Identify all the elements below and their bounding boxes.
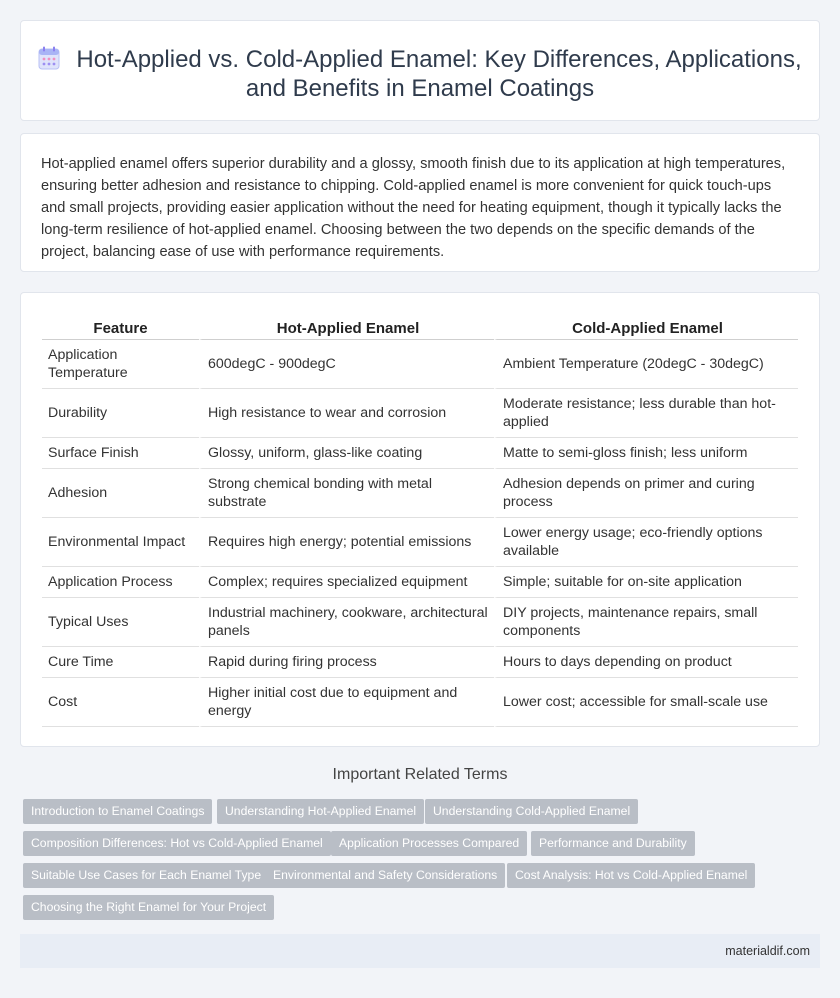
- page-title-wrap: [21, 45, 819, 103]
- hot-applied-cell: Complex; requires specialized equipment: [199, 567, 494, 598]
- table-row: [42, 567, 798, 598]
- related-term-tag[interactable]: Composition Differences: Hot vs Cold-Applied Enamel: [23, 831, 331, 856]
- summary-card: [20, 133, 820, 272]
- summary-text: Hot-applied enamel offers superior durability and a glossy, smooth finish due to its application at high temperatures, ensuring better adhesion and resistance to chipping. Cold-applied enamel is more convenient for quick touch-ups and small projects, providing easier application without the need for heating equipment, though it typically lacks the long-term resilience of hot-applied enamel. Choosing between the two depends on the specific demands of the project, balancing ease of use with performance requirements.: [41, 156, 786, 260]
- feature-cell: Environmental Impact: [42, 518, 199, 567]
- hot-applied-cell: Industrial machinery, cookware, architectural panels: [199, 598, 494, 647]
- feature-cell: Cure Time: [42, 647, 199, 678]
- page-title: Hot-Applied vs. Cold-Applied Enamel: Key Differences, Applications, and Benefits in Enamel Coatings: [76, 46, 802, 102]
- hot-applied-cell: Strong chemical bonding with metal substrate: [199, 469, 494, 518]
- feature-cell: Adhesion: [42, 469, 199, 518]
- footer: [20, 934, 820, 968]
- related-term-tag[interactable]: Environmental and Safety Considerations: [265, 863, 505, 888]
- header-card: [20, 20, 820, 121]
- hot-applied-cell: Glossy, uniform, glass-like coating: [199, 438, 494, 469]
- cold-applied-cell: Moderate resistance; less durable than hot-applied: [494, 389, 798, 438]
- cold-applied-cell: Matte to semi-gloss finish; less uniform: [494, 438, 798, 469]
- cold-applied-cell: Lower cost; accessible for small-scale use: [494, 678, 798, 727]
- table-row: [42, 438, 798, 469]
- feature-cell: Typical Uses: [42, 598, 199, 647]
- related-term-tag[interactable]: Understanding Cold-Applied Enamel: [425, 799, 638, 824]
- cold-applied-cell: DIY projects, maintenance repairs, small components: [494, 598, 798, 647]
- hot-applied-cell: Rapid during firing process: [199, 647, 494, 678]
- table-row: [42, 647, 798, 678]
- table-header-row: [42, 316, 798, 340]
- related-term-tag[interactable]: Understanding Hot-Applied Enamel: [217, 799, 424, 824]
- header-feature: Feature: [42, 316, 199, 340]
- hot-applied-cell: Higher initial cost due to equipment and energy: [199, 678, 494, 727]
- cold-applied-cell: Simple; suitable for on-site application: [494, 567, 798, 598]
- table-row: [42, 598, 798, 647]
- calendar-icon: [38, 46, 60, 70]
- feature-cell: Surface Finish: [42, 438, 199, 469]
- hot-applied-cell: Requires high energy; potential emissions: [199, 518, 494, 567]
- table-row: [42, 389, 798, 438]
- feature-cell: Durability: [42, 389, 199, 438]
- feature-cell: Application Temperature: [42, 340, 199, 389]
- header-cold-applied: Cold-Applied Enamel: [494, 316, 798, 340]
- table-row: [42, 469, 798, 518]
- feature-cell: Application Process: [42, 567, 199, 598]
- footer-site[interactable]: materialdif.com: [725, 944, 810, 958]
- header-hot-applied: Hot-Applied Enamel: [199, 316, 494, 340]
- table-row: [42, 678, 798, 727]
- table-row: [42, 340, 798, 389]
- hot-applied-cell: High resistance to wear and corrosion: [199, 389, 494, 438]
- cold-applied-cell: Lower energy usage; eco-friendly options available: [494, 518, 798, 567]
- cold-applied-cell: Ambient Temperature (20degC - 30degC): [494, 340, 798, 389]
- related-term-tag[interactable]: Cost Analysis: Hot vs Cold-Applied Enamel: [507, 863, 755, 888]
- cold-applied-cell: Hours to days depending on product: [494, 647, 798, 678]
- cold-applied-cell: Adhesion depends on primer and curing process: [494, 469, 798, 518]
- related-term-tag[interactable]: Suitable Use Cases for Each Enamel Type: [23, 863, 269, 888]
- hot-applied-cell: 600degC - 900degC: [199, 340, 494, 389]
- comparison-table: [42, 316, 798, 727]
- related-terms-title: Important Related Terms: [332, 766, 508, 783]
- table-row: [42, 518, 798, 567]
- related-term-tag[interactable]: Application Processes Compared: [331, 831, 527, 856]
- feature-cell: Cost: [42, 678, 199, 727]
- related-term-tag[interactable]: Introduction to Enamel Coatings: [23, 799, 212, 824]
- related-term-tag[interactable]: Performance and Durability: [531, 831, 695, 856]
- comparison-card: [20, 292, 820, 747]
- related-term-tag[interactable]: Choosing the Right Enamel for Your Project: [23, 895, 274, 920]
